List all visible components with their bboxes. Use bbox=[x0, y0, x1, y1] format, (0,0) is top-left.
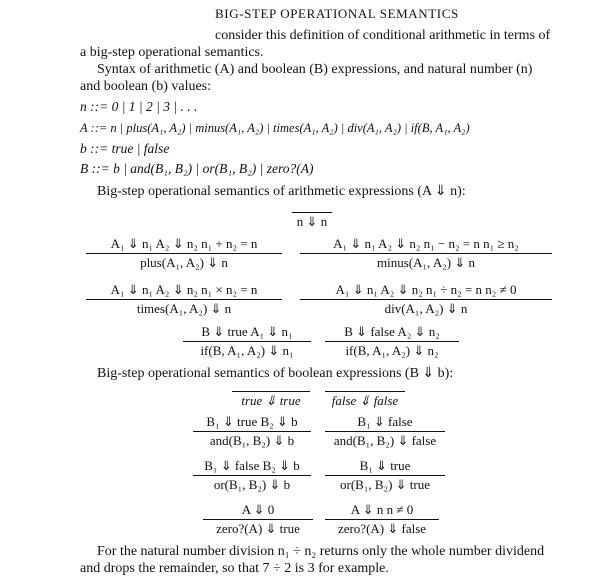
rule-or-false bbox=[193, 458, 311, 493]
rule-minus bbox=[300, 236, 552, 271]
grammar-B: B ::= b | and(B₁, B₂) | or(B₁, B₂) | zero?(A) bbox=[80, 161, 314, 176]
rule-true bbox=[232, 384, 310, 409]
rule-zero-false-premise: A ⇓ n n ≠ 0 bbox=[325, 502, 439, 520]
page-title: BIG-STEP OPERATIONAL SEMANTICS bbox=[215, 6, 459, 21]
rule-false-conclusion: false ⇓ false bbox=[331, 393, 399, 408]
rule-div-conclusion: div(A₁, A₂) ⇓ n bbox=[384, 301, 468, 316]
rule-and-true-conclusion: and(B₁, B₂) ⇓ b bbox=[209, 433, 295, 448]
intro-line-3: Syntax of arithmetic (A) and boolean (B) expressions, and natural number (n) bbox=[97, 62, 533, 77]
rule-minus-conclusion: minus(A₁, A₂) ⇓ n bbox=[377, 255, 475, 270]
rule-if-true-premise: B ⇓ true A₁ ⇓ n₁ bbox=[183, 324, 311, 342]
rule-plus-premise: A₁ ⇓ n₁ A₂ ⇓ n₂ n₁ + n₂ = n bbox=[86, 236, 282, 254]
rule-true-conclusion: true ⇓ true bbox=[241, 393, 301, 408]
rule-num-conclusion: n ⇓ n bbox=[296, 214, 328, 229]
intro-line-4: and boolean (b) values: bbox=[80, 79, 212, 94]
rule-div bbox=[300, 282, 552, 317]
intro-line-2: a big-step operational semantics. bbox=[80, 45, 264, 60]
rule-or-true-premise: B₁ ⇓ true bbox=[325, 458, 445, 476]
grammar-n: n ::= 0 | 1 | 2 | 3 | . . . bbox=[80, 99, 198, 114]
rule-if-false-premise: B ⇓ false A₂ ⇓ n₂ bbox=[325, 324, 459, 342]
rule-and-false-premise: B₁ ⇓ false bbox=[325, 414, 445, 432]
rule-if-false bbox=[325, 324, 459, 359]
rule-if-true-conclusion: if(B, A₁, A₂) ⇓ n₁ bbox=[200, 343, 294, 358]
rule-and-true bbox=[193, 414, 311, 449]
intro-line-1: consider this definition of conditional arithmetic in terms of bbox=[215, 28, 551, 43]
rule-plus-conclusion: plus(A₁, A₂) ⇓ n bbox=[140, 255, 228, 270]
rule-if-false-conclusion: if(B, A₁, A₂) ⇓ n₂ bbox=[345, 343, 439, 358]
rule-if-true bbox=[183, 324, 311, 359]
rule-true-premise bbox=[232, 384, 310, 392]
rule-zero-false-conclusion: zero?(A) ⇓ false bbox=[337, 521, 427, 536]
rule-minus-premise: A₁ ⇓ n₁ A₂ ⇓ n₂ n₁ − n₂ = n n₁ ≥ n₂ bbox=[300, 236, 552, 254]
rule-div-premise: A₁ ⇓ n₁ A₂ ⇓ n₂ n₁ ÷ n₂ = n n₂ ≠ 0 bbox=[300, 282, 552, 300]
rule-num-premise bbox=[292, 203, 332, 213]
rule-times-premise: A₁ ⇓ n₁ A₂ ⇓ n₂ n₁ × n₂ = n bbox=[86, 282, 282, 300]
grammar-b: b ::= true | false bbox=[80, 141, 170, 156]
rule-or-true bbox=[325, 458, 445, 493]
grammar-A: A ::= n | plus(A₁, A₂) | minus(A₁, A₂) | times(A₁, A₂) | div(A₁, A₂) | if(B, A₁, A₂) bbox=[80, 121, 470, 135]
rule-and-true-premise: B₁ ⇓ true B₂ ⇓ b bbox=[193, 414, 311, 432]
footer-line-2: and drops the remainder, so that 7 ÷ 2 is 3 for example. bbox=[80, 561, 389, 576]
rule-zero-true-premise: A ⇓ 0 bbox=[203, 502, 313, 520]
rule-or-false-premise: B₁ ⇓ false B₂ ⇓ b bbox=[193, 458, 311, 476]
rule-false-premise bbox=[325, 384, 405, 392]
rule-times-conclusion: times(A₁, A₂) ⇓ n bbox=[136, 301, 232, 316]
rule-plus bbox=[86, 236, 282, 271]
rule-and-false bbox=[325, 414, 445, 449]
rule-false bbox=[325, 384, 405, 409]
rule-num bbox=[292, 203, 332, 230]
rule-or-true-conclusion: or(B₁, B₂) ⇓ true bbox=[340, 477, 430, 492]
rule-zero-true-conclusion: zero?(A) ⇓ true bbox=[216, 521, 300, 536]
footer-line-1: For the natural number division n₁ ÷ n₂ returns only the whole number dividend bbox=[97, 544, 545, 559]
rule-zero-true bbox=[203, 502, 313, 537]
rule-or-false-conclusion: or(B₁, B₂) ⇓ b bbox=[213, 477, 291, 492]
bool-heading: Big-step operational semantics of boolean expressions (B ⇓ b): bbox=[97, 366, 454, 381]
arith-heading: Big-step operational semantics of arithmetic expressions (A ⇓ n): bbox=[97, 184, 466, 199]
rule-times bbox=[86, 282, 282, 317]
rule-zero-false bbox=[325, 502, 439, 537]
rule-and-false-conclusion: and(B₁, B₂) ⇓ false bbox=[333, 433, 437, 448]
